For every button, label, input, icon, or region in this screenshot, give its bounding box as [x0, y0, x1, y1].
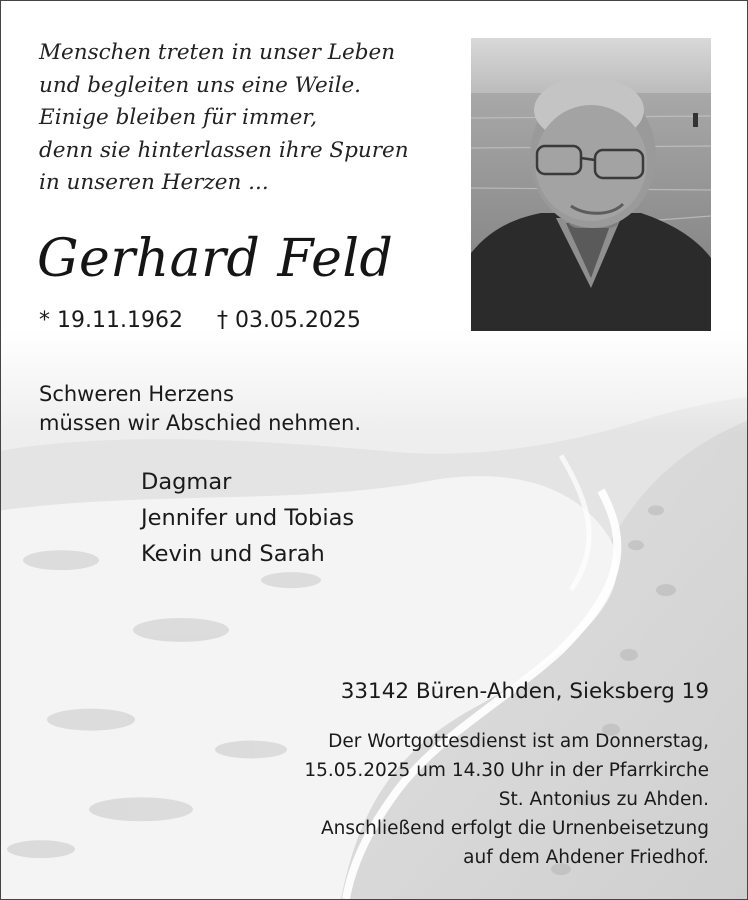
birth-date: * 19.11.1962 [39, 308, 183, 333]
farewell-text [39, 380, 361, 438]
mourners-list [141, 464, 354, 572]
service-line: St. Antonius zu Ahden. [498, 789, 709, 810]
poem-line: Menschen treten in unser Leben [39, 40, 396, 65]
burial-line: Anschließend erfolgt die Urnenbeisetzung [320, 818, 709, 839]
service-line: 15.05.2025 um 14.30 Uhr in der Pfarrkirche [304, 760, 709, 781]
farewell-line: Schweren Herzens [39, 382, 234, 406]
farewell-line: müssen wir Abschied nehmen. [39, 411, 362, 435]
poem-line: in unseren Herzen ... [39, 170, 269, 195]
poem-line: denn sie hinterlassen ihre Spuren [39, 137, 409, 163]
death-date: † 03.05.2025 [216, 308, 361, 333]
life-dates [39, 308, 361, 333]
family-address: 33142 Büren-Ahden, Sieksberg 19 [340, 679, 709, 704]
poem-line: Einige bleiben für immer, [39, 105, 318, 130]
mourner-name: Jennifer und Tobias [141, 505, 355, 531]
mourner-name: Kevin und Sarah [141, 541, 325, 567]
service-line: Der Wortgottesdienst ist am Donnerstag, [328, 731, 709, 752]
poem [39, 37, 409, 200]
service-details [304, 727, 709, 872]
burial-line: auf dem Ahdener Friedhof. [463, 847, 709, 868]
poem-line: und begleiten uns eine Weile. [39, 72, 362, 98]
mourner-name: Dagmar [141, 469, 232, 495]
portrait-photo [471, 38, 711, 331]
deceased-name: Gerhard Feld [37, 229, 394, 289]
